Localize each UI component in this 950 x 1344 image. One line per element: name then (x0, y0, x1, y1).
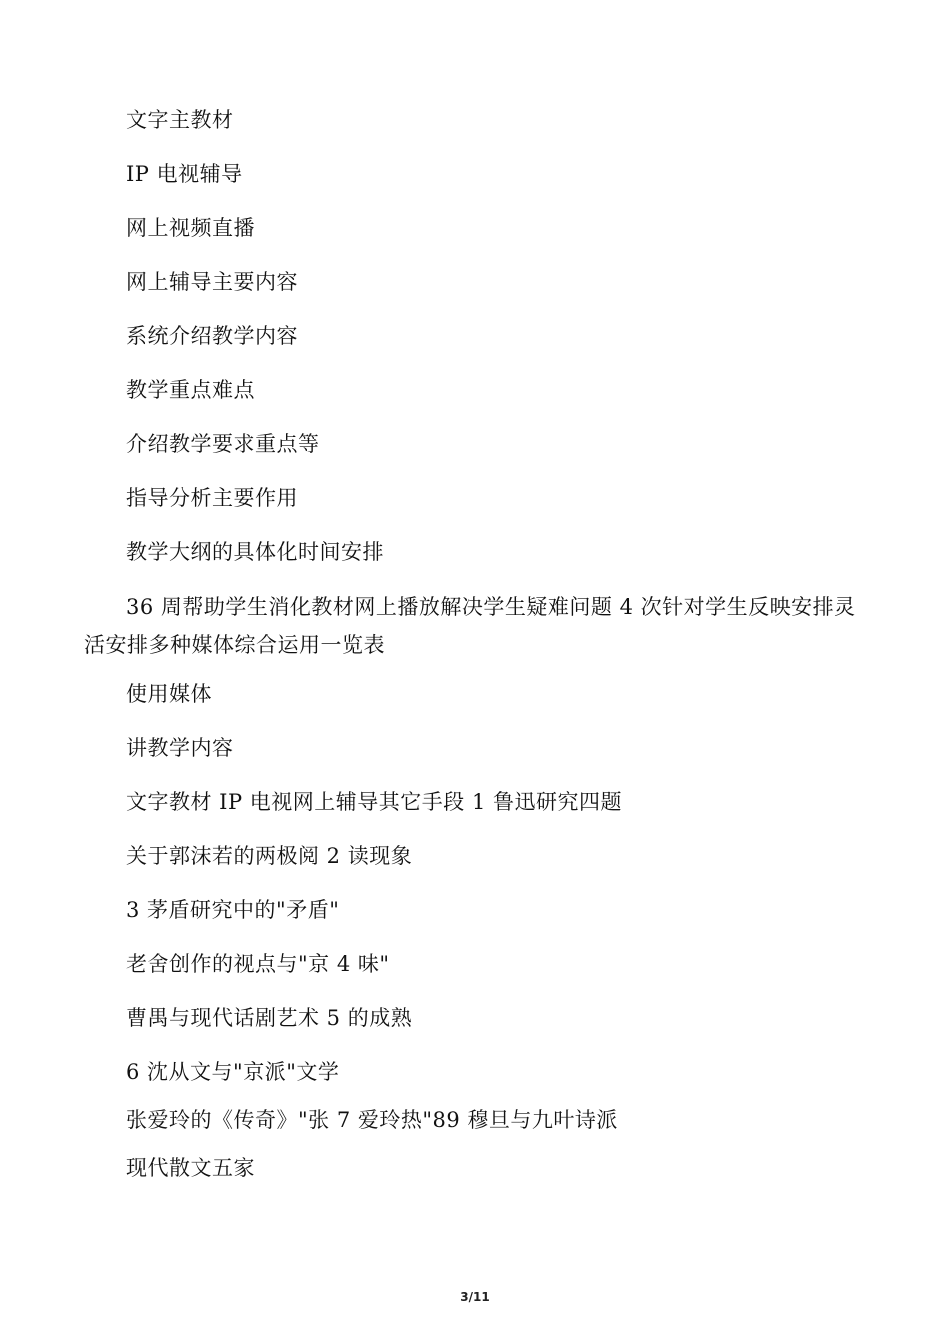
text-line: 曹禺与现代话剧艺术 5 的成熟 (126, 1006, 413, 1030)
text-line: 6 沈从文与"京派"文学 (126, 1060, 340, 1084)
paragraph: 36 周帮助学生消化教材网上播放解决学生疑难问题 4 次针对学生反映安排灵活安排多种媒体综合运用一览表 (84, 595, 856, 657)
text-line: 关于郭沫若的两极阅 2 读现象 (126, 844, 413, 868)
text-line: 现代散文五家 (126, 1156, 255, 1180)
text-line: 讲教学内容 (126, 736, 234, 760)
page-number: 3/11 (460, 1290, 490, 1304)
text-line: 文字主教材 (126, 108, 234, 132)
text-line: 指导分析主要作用 (126, 486, 298, 510)
text-line: 网上辅导主要内容 (126, 270, 298, 294)
text-line: 网上视频直播 (126, 216, 255, 240)
text-line: 文字教材 IP 电视网上辅导其它手段 1 鲁迅研究四题 (126, 790, 622, 814)
text-line: IP 电视辅导 (126, 162, 243, 186)
text-line: 教学重点难点 (126, 378, 255, 402)
text-line: 3 茅盾研究中的"矛盾" (126, 898, 340, 922)
text-line: 介绍教学要求重点等 (126, 432, 320, 456)
text-line: 老舍创作的视点与"京 4 味" (126, 952, 390, 976)
text-line: 张爱玲的《传奇》"张 7 爱玲热"89 穆旦与九叶诗派 (126, 1108, 618, 1132)
text-line: 系统介绍教学内容 (126, 324, 298, 348)
text-line: 使用媒体 (126, 682, 212, 706)
text-line: 教学大纲的具体化时间安排 (126, 540, 384, 564)
